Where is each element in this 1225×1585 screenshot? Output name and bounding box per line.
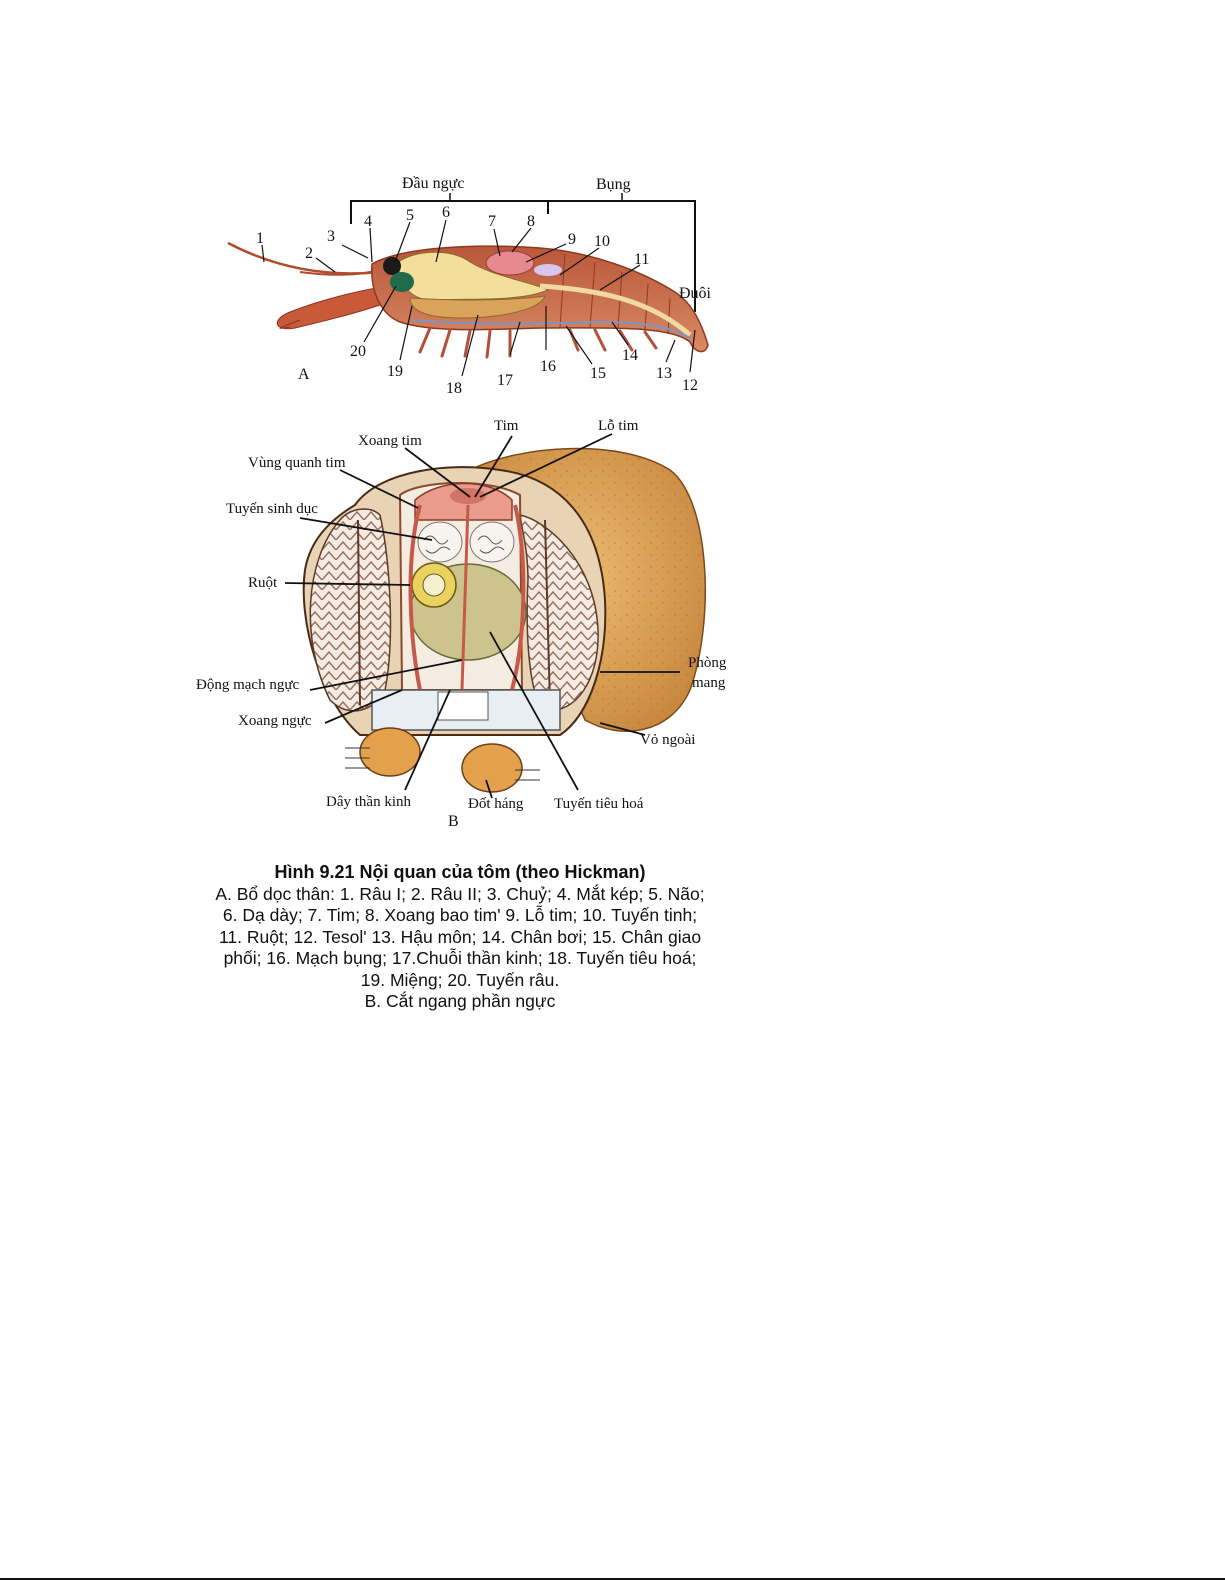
number-4: 4: [364, 213, 372, 230]
label-gill-chamber-1: Phòng: [688, 655, 727, 671]
number-9: 9: [568, 231, 576, 248]
panel-a-letter: A: [298, 366, 310, 383]
page-bottom-rule: [0, 1578, 1225, 1580]
number-19: 19: [387, 363, 403, 380]
label-gill-chamber-2: mang: [692, 675, 726, 691]
label-gonad: Tuyến sinh dục: [226, 501, 318, 517]
number-20: 20: [350, 343, 366, 360]
label-abdomen: Bụng: [596, 176, 631, 193]
caption-line: 11. Ruột; 12. Tesol' 13. Hậu môn; 14. Chân bơi; 15. Chân giao: [218, 926, 702, 947]
number-3: 3: [327, 228, 335, 245]
caption-line: 19. Miệng; 20. Tuyến râu.: [360, 969, 560, 990]
caption-line: A. Bổ dọc thân: 1. Râu I; 2. Râu II; 3. Chuỷ; 4. Mắt kép; 5. Não;: [215, 883, 705, 904]
panel-a: [228, 175, 712, 397]
number-8: 8: [527, 213, 535, 230]
coxa-left: [360, 728, 420, 776]
label-thoracic-sinus: Xoang ngực: [238, 713, 312, 729]
label-digestive-gland: Tuyến tiêu hoá: [554, 796, 644, 812]
number-17: 17: [497, 372, 513, 389]
label-intestine: Ruột: [248, 575, 278, 591]
caption-line: 6. Dạ dày; 7. Tim; 8. Xoang bao tim' 9. Lỗ tim; 10. Tuyến tinh;: [222, 905, 698, 925]
number-2: 2: [305, 245, 313, 262]
label-heart: Tim: [494, 418, 519, 434]
number-11: 11: [634, 251, 650, 268]
label-sternal-artery: Động mạch ngực: [196, 677, 300, 693]
caption-line: phối; 16. Mạch bụng; 17.Chuỗi thần kinh; 18. Tuyến tiêu hoá;: [223, 948, 697, 968]
number-15: 15: [590, 365, 606, 382]
label-head-thorax: Đầu ngực: [402, 175, 465, 192]
caption-line: B. Cắt ngang phần ngực: [364, 991, 556, 1011]
label-heart-sinus: Xoang tim: [358, 433, 422, 449]
number-18: 18: [446, 380, 462, 397]
coxa-right: [462, 744, 522, 792]
label-ostium: Lỗ tim: [598, 418, 639, 434]
panel-b-letter: B: [448, 813, 459, 830]
label-tail: Đuôi: [679, 285, 711, 302]
label-pericardial-region: Vùng quanh tim: [248, 455, 346, 471]
label-carapace: Vỏ ngoài: [640, 732, 696, 748]
caption-title: Hình 9.21 Nội quan của tôm (theo Hickman): [274, 862, 646, 882]
panel-b: [196, 418, 727, 830]
heart: [486, 251, 534, 275]
number-7: 7: [488, 213, 496, 230]
number-1: 1: [256, 230, 264, 247]
testis: [534, 264, 562, 276]
number-5: 5: [406, 207, 414, 224]
label-coxa: Đốt háng: [468, 796, 524, 812]
gonad-left: [418, 522, 462, 562]
number-6: 6: [442, 204, 450, 221]
number-14: 14: [622, 347, 638, 364]
legs: [420, 328, 656, 357]
number-10: 10: [594, 233, 610, 250]
compound-eye: [383, 257, 401, 275]
number-13: 13: [656, 365, 672, 382]
antenna-1: [228, 243, 380, 273]
number-12: 12: [682, 377, 698, 394]
intestine-lumen: [423, 574, 445, 596]
label-nerve-cord: Dây thần kinh: [326, 794, 411, 810]
nerve-cord-b: [438, 692, 488, 720]
number-16: 16: [540, 358, 556, 375]
figure-caption: [150, 862, 770, 1013]
